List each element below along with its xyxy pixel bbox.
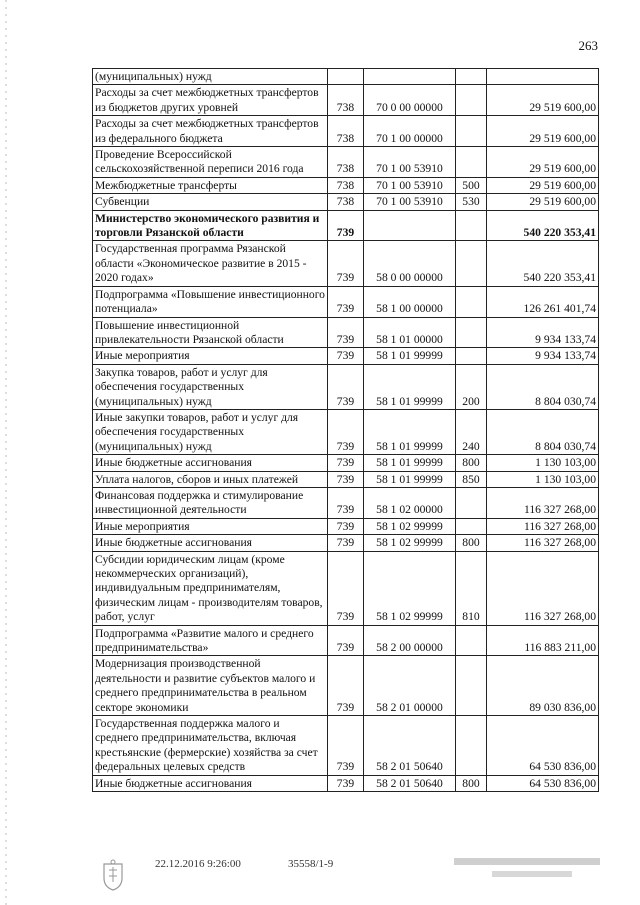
row-vr-cell [456, 241, 487, 286]
row-sum-cell [487, 69, 599, 85]
budget-table-body [93, 69, 599, 792]
table-row [93, 177, 599, 193]
row-vr-cell: 530 [456, 194, 487, 210]
row-csr-cell: 70 1 00 00000 [364, 116, 456, 147]
row-sum-cell: 116 327 268,00 [487, 518, 599, 534]
row-vr-cell: 850 [456, 471, 487, 487]
row-vr-cell [456, 116, 487, 147]
row-name-cell: Иные мероприятия [93, 348, 328, 364]
row-csr-cell: 58 0 00 00000 [364, 241, 456, 286]
row-vr-cell [456, 348, 487, 364]
row-sum-cell: 116 327 268,00 [487, 487, 599, 518]
row-name-cell: Иные мероприятия [93, 518, 328, 534]
table-row [93, 194, 599, 210]
row-name-cell: Модернизация производственной деятельности и развитие субъектов малого и среднего предпринимательства в реальном секторе экономики [93, 656, 328, 716]
row-sum-cell: 540 220 353,41 [487, 210, 599, 241]
row-csr-cell: 58 1 01 99999 [364, 364, 456, 409]
row-ved-cell: 738 [328, 147, 364, 178]
row-vr-cell [456, 147, 487, 178]
row-ved-cell: 738 [328, 85, 364, 116]
row-vr-cell [456, 656, 487, 716]
row-name-cell: Государственная поддержка малого и среднего предпринимательства, включая крестьянские (фермерские) хозяйства за счет федеральных целевых средств [93, 716, 328, 776]
row-name-cell: Подпрограмма «Развитие малого и среднего предпринимательства» [93, 625, 328, 656]
table-row [93, 69, 599, 85]
row-csr-cell: 70 1 00 53910 [364, 147, 456, 178]
row-sum-cell: 116 327 268,00 [487, 535, 599, 551]
row-csr-cell: 58 1 01 99999 [364, 409, 456, 454]
row-ved-cell: 739 [328, 348, 364, 364]
table-row [93, 409, 599, 454]
row-ved-cell [328, 69, 364, 85]
row-csr-cell: 58 1 01 00000 [364, 317, 456, 348]
row-sum-cell: 1 130 103,00 [487, 455, 599, 471]
row-csr-cell [364, 210, 456, 241]
row-name-cell: Иные бюджетные ассигнования [93, 775, 328, 791]
row-vr-cell: 800 [456, 775, 487, 791]
row-sum-cell: 1 130 103,00 [487, 471, 599, 487]
table-row [93, 656, 599, 716]
row-name-cell: Иные бюджетные ассигнования [93, 455, 328, 471]
row-name-cell: Иные закупки товаров, работ и услуг для обеспечения государственных (муниципальных) нужд [93, 409, 328, 454]
row-vr-cell [456, 487, 487, 518]
row-sum-cell: 29 519 600,00 [487, 177, 599, 193]
row-sum-cell: 9 934 133,74 [487, 317, 599, 348]
row-ved-cell: 739 [328, 656, 364, 716]
row-vr-cell [456, 625, 487, 656]
row-name-cell: Подпрограмма «Повышение инвестиционного потенциала» [93, 286, 328, 317]
row-csr-cell: 58 1 01 99999 [364, 348, 456, 364]
footer-datetime: 22.12.2016 9:26:00 [155, 858, 241, 870]
row-sum-cell: 540 220 353,41 [487, 241, 599, 286]
row-name-cell: Финансовая поддержка и стимулирование инвестиционной деятельности [93, 487, 328, 518]
row-sum-cell: 126 261 401,74 [487, 286, 599, 317]
row-vr-cell: 200 [456, 364, 487, 409]
row-name-cell: Межбюджетные трансферты [93, 177, 328, 193]
row-sum-cell: 29 519 600,00 [487, 147, 599, 178]
row-vr-cell [456, 69, 487, 85]
row-ved-cell: 738 [328, 194, 364, 210]
row-vr-cell [456, 210, 487, 241]
table-row [93, 85, 599, 116]
row-sum-cell: 29 519 600,00 [487, 194, 599, 210]
row-ved-cell: 739 [328, 455, 364, 471]
row-name-cell: Субсидии юридическим лицам (кроме некоммерческих организаций), индивидуальным предпринимателям, физическим лицам - производителям товаров, работ, услуг [93, 551, 328, 625]
row-ved-cell: 739 [328, 317, 364, 348]
table-row [93, 455, 599, 471]
row-name-cell: Уплата налогов, сборов и иных платежей [93, 471, 328, 487]
row-ved-cell: 739 [328, 487, 364, 518]
table-row [93, 775, 599, 791]
row-sum-cell: 116 883 211,00 [487, 625, 599, 656]
row-vr-cell: 800 [456, 455, 487, 471]
table-row [93, 518, 599, 534]
table-row [93, 317, 599, 348]
row-sum-cell: 29 519 600,00 [487, 85, 599, 116]
row-csr-cell [364, 69, 456, 85]
row-sum-cell: 29 519 600,00 [487, 116, 599, 147]
row-sum-cell: 64 530 836,00 [487, 775, 599, 791]
table-row [93, 535, 599, 551]
row-ved-cell: 739 [328, 625, 364, 656]
table-row [93, 471, 599, 487]
table-row [93, 147, 599, 178]
row-csr-cell: 58 2 01 50640 [364, 716, 456, 776]
row-csr-cell: 58 2 01 50640 [364, 775, 456, 791]
table-row [93, 625, 599, 656]
table-row [93, 487, 599, 518]
row-vr-cell: 810 [456, 551, 487, 625]
row-ved-cell: 739 [328, 210, 364, 241]
row-csr-cell: 58 1 02 99999 [364, 551, 456, 625]
row-name-cell: (муниципальных) нужд [93, 69, 328, 85]
row-vr-cell [456, 518, 487, 534]
row-ved-cell: 738 [328, 177, 364, 193]
row-csr-cell: 58 2 01 00000 [364, 656, 456, 716]
table-row [93, 716, 599, 776]
row-ved-cell: 739 [328, 535, 364, 551]
table-row [93, 348, 599, 364]
row-vr-cell: 800 [456, 535, 487, 551]
row-vr-cell [456, 317, 487, 348]
row-ved-cell: 739 [328, 716, 364, 776]
row-vr-cell [456, 716, 487, 776]
row-ved-cell: 738 [328, 116, 364, 147]
row-csr-cell: 58 1 02 99999 [364, 535, 456, 551]
table-row [93, 551, 599, 625]
faded-stamp [452, 854, 602, 884]
row-csr-cell: 58 2 00 00000 [364, 625, 456, 656]
row-ved-cell: 739 [328, 518, 364, 534]
table-row [93, 210, 599, 241]
row-ved-cell: 739 [328, 551, 364, 625]
row-vr-cell: 240 [456, 409, 487, 454]
row-sum-cell: 89 030 836,00 [487, 656, 599, 716]
row-ved-cell: 739 [328, 364, 364, 409]
table-row [93, 364, 599, 409]
row-ved-cell: 739 [328, 409, 364, 454]
row-name-cell: Государственная программа Рязанской области «Экономическое развитие в 2015 - 2020 годах» [93, 241, 328, 286]
row-csr-cell: 70 0 00 00000 [364, 85, 456, 116]
row-csr-cell: 58 1 01 99999 [364, 455, 456, 471]
row-name-cell: Расходы за счет межбюджетных трансфертов из федерального бюджета [93, 116, 328, 147]
row-csr-cell: 58 1 02 99999 [364, 518, 456, 534]
row-name-cell: Министерство экономического развития и торговли Рязанской области [93, 210, 328, 241]
row-name-cell: Расходы за счет межбюджетных трансфертов из бюджетов других уровней [93, 85, 328, 116]
row-name-cell: Иные бюджетные ассигнования [93, 535, 328, 551]
table-row [93, 286, 599, 317]
row-vr-cell [456, 85, 487, 116]
row-csr-cell: 58 1 02 00000 [364, 487, 456, 518]
row-sum-cell: 9 934 133,74 [487, 348, 599, 364]
row-csr-cell: 70 1 00 53910 [364, 194, 456, 210]
row-csr-cell: 58 1 00 00000 [364, 286, 456, 317]
footer-document-code: 35558/1-9 [288, 858, 334, 870]
row-sum-cell: 64 530 836,00 [487, 716, 599, 776]
row-sum-cell: 116 327 268,00 [487, 551, 599, 625]
page-number: 263 [578, 38, 598, 53]
row-name-cell: Закупка товаров, работ и услуг для обеспечения государственных (муниципальных) нужд [93, 364, 328, 409]
row-name-cell: Повышение инвестиционной привлекательности Рязанской области [93, 317, 328, 348]
binding-margin-marks [3, 0, 9, 905]
row-ved-cell: 739 [328, 286, 364, 317]
row-vr-cell: 500 [456, 177, 487, 193]
row-ved-cell: 739 [328, 775, 364, 791]
table-row [93, 241, 599, 286]
budget-table [92, 68, 599, 792]
row-csr-cell: 58 1 01 99999 [364, 471, 456, 487]
row-vr-cell [456, 286, 487, 317]
row-ved-cell: 739 [328, 471, 364, 487]
row-name-cell: Проведение Всероссийской сельскохозяйственной переписи 2016 года [93, 147, 328, 178]
row-name-cell: Субвенции [93, 194, 328, 210]
table-row [93, 116, 599, 147]
row-csr-cell: 70 1 00 53910 [364, 177, 456, 193]
row-sum-cell: 8 804 030,74 [487, 364, 599, 409]
row-ved-cell: 739 [328, 241, 364, 286]
row-sum-cell: 8 804 030,74 [487, 409, 599, 454]
coat-of-arms-emblem [100, 858, 126, 892]
